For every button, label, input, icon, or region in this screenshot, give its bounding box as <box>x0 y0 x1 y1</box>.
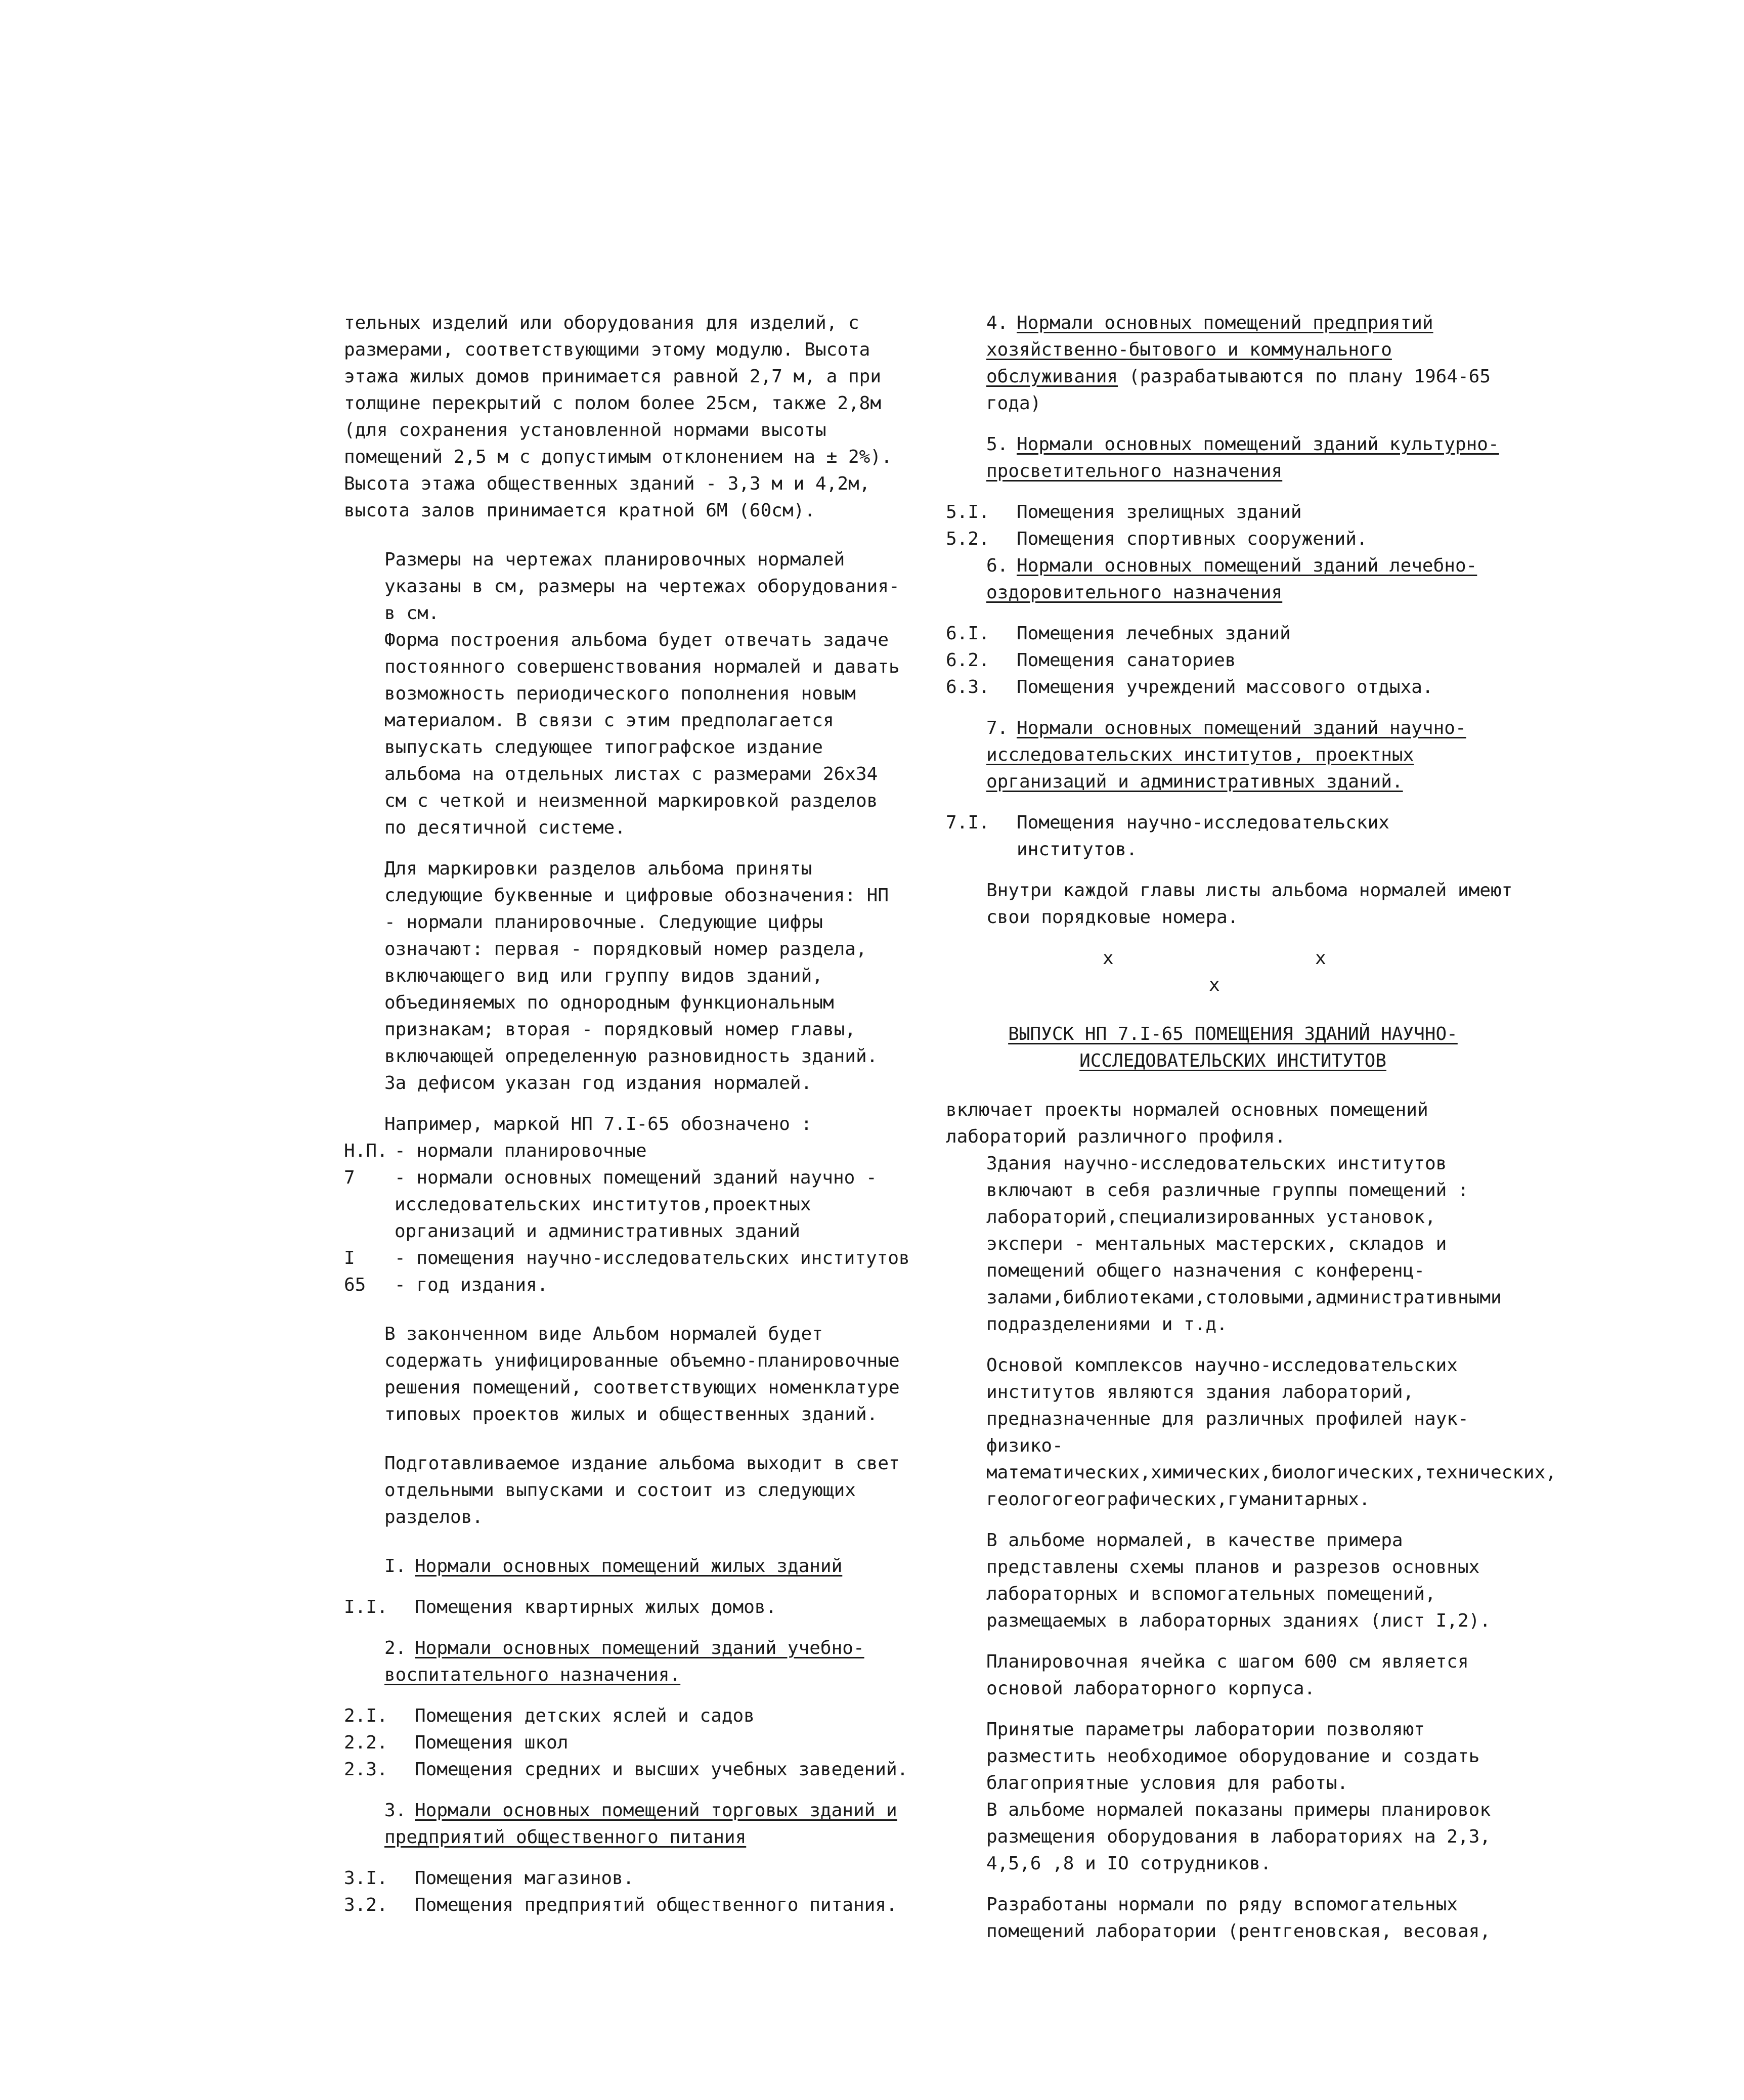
list-item: I.I. Помещения квартирных жилых домов. <box>344 1597 777 1617</box>
section-heading: I. Нормали основных помещений жилых зданий <box>384 1556 843 1577</box>
paragraph: Принятые параметры лаборатории позволяют разместить необходимое оборудование и создать благоприятные условия для работы. <box>986 1719 1491 1793</box>
paragraph: Например, маркой НП 7.I-65 обозначено : <box>384 1114 812 1134</box>
list-item: 3.I. Помещения магазинов. <box>344 1868 634 1889</box>
separator-marks <box>946 945 1520 972</box>
section-heading: 4. Нормали основных помещений предприятий хозяйственно-бытового и коммунального обслуживания (разрабатываются по плану 1964-65 года) <box>986 313 1491 414</box>
list-item: 2.I. Помещения детских яслей и садов <box>344 1705 755 1726</box>
list-item: 5.I. Помещения зрелищных зданий <box>946 502 1302 522</box>
section-heading: 7. Нормали основных помещений зданий научно-исследовательских институтов, проектных организаций и административных зданий. <box>986 718 1466 792</box>
section-heading: 5. Нормали основных помещений зданий культурно-просветительного назначения <box>986 434 1499 482</box>
legend-row: Н.П. - нормали планировочные <box>344 1141 647 1161</box>
paragraph: В законченном виде Альбом нормалей будет содержать унифицированные объемно-планировочные решения помещений, соответствующих номенклатуре типовых проектов жилых и общественных зданий. <box>384 1324 911 1425</box>
list-item: 3.2. Помещения предприятий общественного питания. <box>344 1895 897 1915</box>
left-column <box>344 310 910 1918</box>
separator-mark: x <box>1103 948 1114 969</box>
paragraph: Размеры на чертежах планировочных нормалей указаны в см, размеры на чертежах оборудования- в см. <box>384 549 911 624</box>
legend-row: I - помещения научно-исследовательских институтов <box>344 1248 910 1268</box>
list-item: 6.I. Помещения лечебных зданий <box>946 623 1291 644</box>
legend-row: 7 - нормали основных помещений зданий научно - исследовательских институтов,проектных организаций и административных зданий <box>344 1167 877 1242</box>
issue-heading: ВЫПУСК НП 7.I-65 ПОМЕЩЕНИЯ ЗДАНИЙ НАУЧНО-ИССЛЕДОВАТЕЛЬСКИХ ИНСТИТУТОВ <box>1008 1024 1458 1071</box>
paragraph: Внутри каждой главы листы альбома нормалей имеют свои порядковые номера. <box>986 880 1524 928</box>
paragraph: В альбоме нормалей, в качестве примера представлены схемы планов и разрезов основных лабораторных и вспомогательных помещений, размещаемых в лабораторных зданиях (лист I,2). <box>986 1530 1491 1631</box>
list-item: 2.2. Помещения школ <box>344 1732 569 1753</box>
paragraph: В альбоме нормалей показаны примеры планировок размещения оборудования в лабораториях на 2,3, 4,5,6 ,8 и IO сотрудников. <box>986 1800 1502 1874</box>
paragraph: включает проекты нормалей основных помещений лабораторий различного профиля. <box>946 1100 1440 1147</box>
legend-row: 65 - год издания. <box>344 1275 548 1295</box>
paragraph: тельных изделий или оборудования для изделий, с размерами, соответствующими этому модулю. Высота этажа жилых домов принимается равной 2,7 м, а при толщине перекрытий с полом более 25см, также 2,8м (для сохранения установленной нормами высоты помещений 2,5 м с допустимым отклонением на ± 2%). Высота этажа общественных зданий - 3,3 м и 4,2м, высота залов принимается кратной 6М (60см). <box>344 313 903 521</box>
separator-mark: x <box>1315 948 1326 969</box>
list-item: 7.I. Помещения научно-исследовательских институтов. <box>946 812 1389 860</box>
section-heading: 6. Нормали основных помещений зданий лечебно-оздоровительного назначения <box>986 555 1477 603</box>
paragraph: Форма построения альбома будет отвечать задаче постоянного совершенствования нормалей и давать возможность периодического пополнения новым материалом. В связи с этим предполагается выпускать следующее типографское издание альбома на отдельных листах с размерами 26х34 см с четкой и неизменной маркировкой разделов по десятичной системе. <box>384 630 911 838</box>
paragraph: Для маркировки разделов альбома приняты следующие буквенные и цифровые обозначения: НП - нормали планировочные. Следующие цифры означают: первая - порядковый номер раздела, включающего вид или группу видов зданий, объединяемых по однородным функциональным признакам; вторая - порядковый номер главы, включающей определенную разновидность зданий. За дефисом указан год издания нормалей. <box>384 858 900 1093</box>
list-item: 6.2. Помещения санаториев <box>946 650 1236 671</box>
paragraph: Основой комплексов научно-исследовательских институтов являются здания лабораторий, предназначенные для различных профилей наук- физико-математических,химических,биологических,технических, геологогеографических,гуманитарных. <box>986 1355 1567 1510</box>
list-item: 6.3. Помещения учреждений массового отдыха. <box>946 677 1433 697</box>
section-heading: 2. Нормали основных помещений зданий учебно-воспитательного назначения. <box>384 1638 864 1685</box>
marking-legend <box>344 1138 910 1298</box>
list-item: 2.3. Помещения средних и высших учебных заведений. <box>344 1759 908 1780</box>
paragraph: Здания научно-исследовательских институтов включают в себя различные группы помещений : лабораторий,специализированных установок, экспери - ментальных мастерских, складов и помещений общего назначения с конференц-залами,библиотеками,столовыми,административными подразделениями и т.д. <box>986 1153 1513 1335</box>
paragraph: Подготавливаемое издание альбома выходит в свет отдельными выпусками и состоит из следующих разделов. <box>384 1453 911 1527</box>
separator-mark: x <box>1209 975 1220 995</box>
section-heading: 3. Нормали основных помещений торговых зданий и предприятий общественного питания <box>384 1800 897 1848</box>
paragraph: Планировочная ячейка с шагом 600 см является основой лабораторного корпуса. <box>986 1651 1480 1699</box>
right-column <box>946 310 1567 1945</box>
paragraph: Разработаны нормали по ряду вспомогательных помещений лаборатории (рентгеновская, весовая, <box>986 1894 1491 1942</box>
list-item: 5.2. Помещения спортивных сооружений. <box>946 529 1368 549</box>
